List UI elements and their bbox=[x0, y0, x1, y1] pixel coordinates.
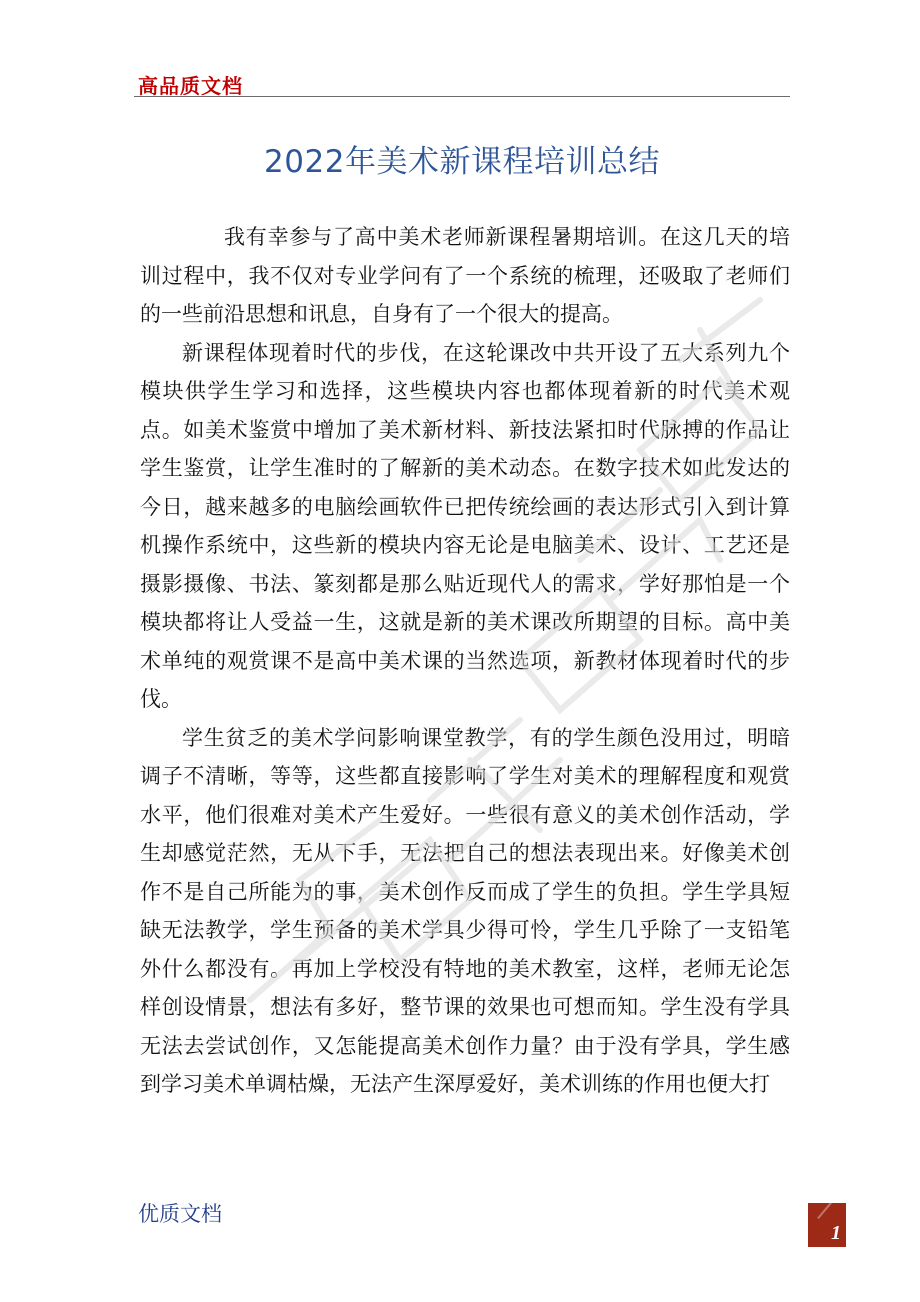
paragraph-3: 学生贫乏的美术学问影响课堂教学，有的学生颜色没用过，明暗调子不清晰，等等，这些都直接影响了学生对美术的理解程度和观赏水平，他们很难对美术产生爱好。一些很有意义的美术创作活动，学生却感觉茫然，无从下手，无法把自己的想法表现出来。好像美术创作不是自己所能为的事，美术创作反而成了学生的负担。学生学具短缺无法教学，学生预备的美术学具少得可怜，学生几乎除了一支铅笔外什么都没有。再加上学校没有特地的美术教室，这样，老师无论怎样创设情景，想法有多好，整节课的效果也可想而知。学生没有学具无法去尝试创作，又怎能提高美术创作力量？由于没有学具，学生感到学习美术单调枯燥，无法产生深厚爱好，美术训练的作用也便大打 bbox=[140, 725, 790, 1096]
paragraph-2: 新课程体现着时代的步伐，在这轮课改中共开设了五大系列九个模块供学生学习和选择，这些模块内容也都体现着新的时代美术观点。如美术鉴赏中增加了美术新材料、新技法紧扣时代脉搏的作品让学生鉴赏，让学生准时的了解新的美术动态。在数字技术如此发达的今日，越来越多的电脑绘画软件已把传统绘画的表达形式引入到计算机操作系统中，这些新的模块内容无论是电脑美术、设计、工艺还是摄影摄像、书法、篆刻都是那么贴近现代人的需求，学好那怕是一个模块都将让人受益一生，这就是新的美术课改所期望的目标。高中美术单纯的观赏课不是高中美术课的当然选项，新教材体现着时代的步伐。 bbox=[140, 340, 790, 711]
badge-stripe bbox=[817, 1201, 833, 1219]
page-number-badge bbox=[808, 1203, 846, 1247]
page-number: 1 bbox=[831, 1222, 841, 1244]
footer-label: 优质文档 bbox=[138, 1202, 222, 1226]
header-label: 高品质文档 bbox=[138, 74, 243, 98]
document-title: 2022年美术新课程培训总结 bbox=[264, 144, 660, 180]
paragraph-1: 我有幸参与了高中美术老师新课程暑期培训。在这几天的培训过程中，我不仅对专业学问有了一个系统的梳理，还吸取了老师们的一些前沿思想和讯息，自身有了一个很大的提高。 bbox=[140, 225, 790, 326]
header-divider bbox=[134, 96, 790, 97]
document-body bbox=[140, 218, 790, 1104]
